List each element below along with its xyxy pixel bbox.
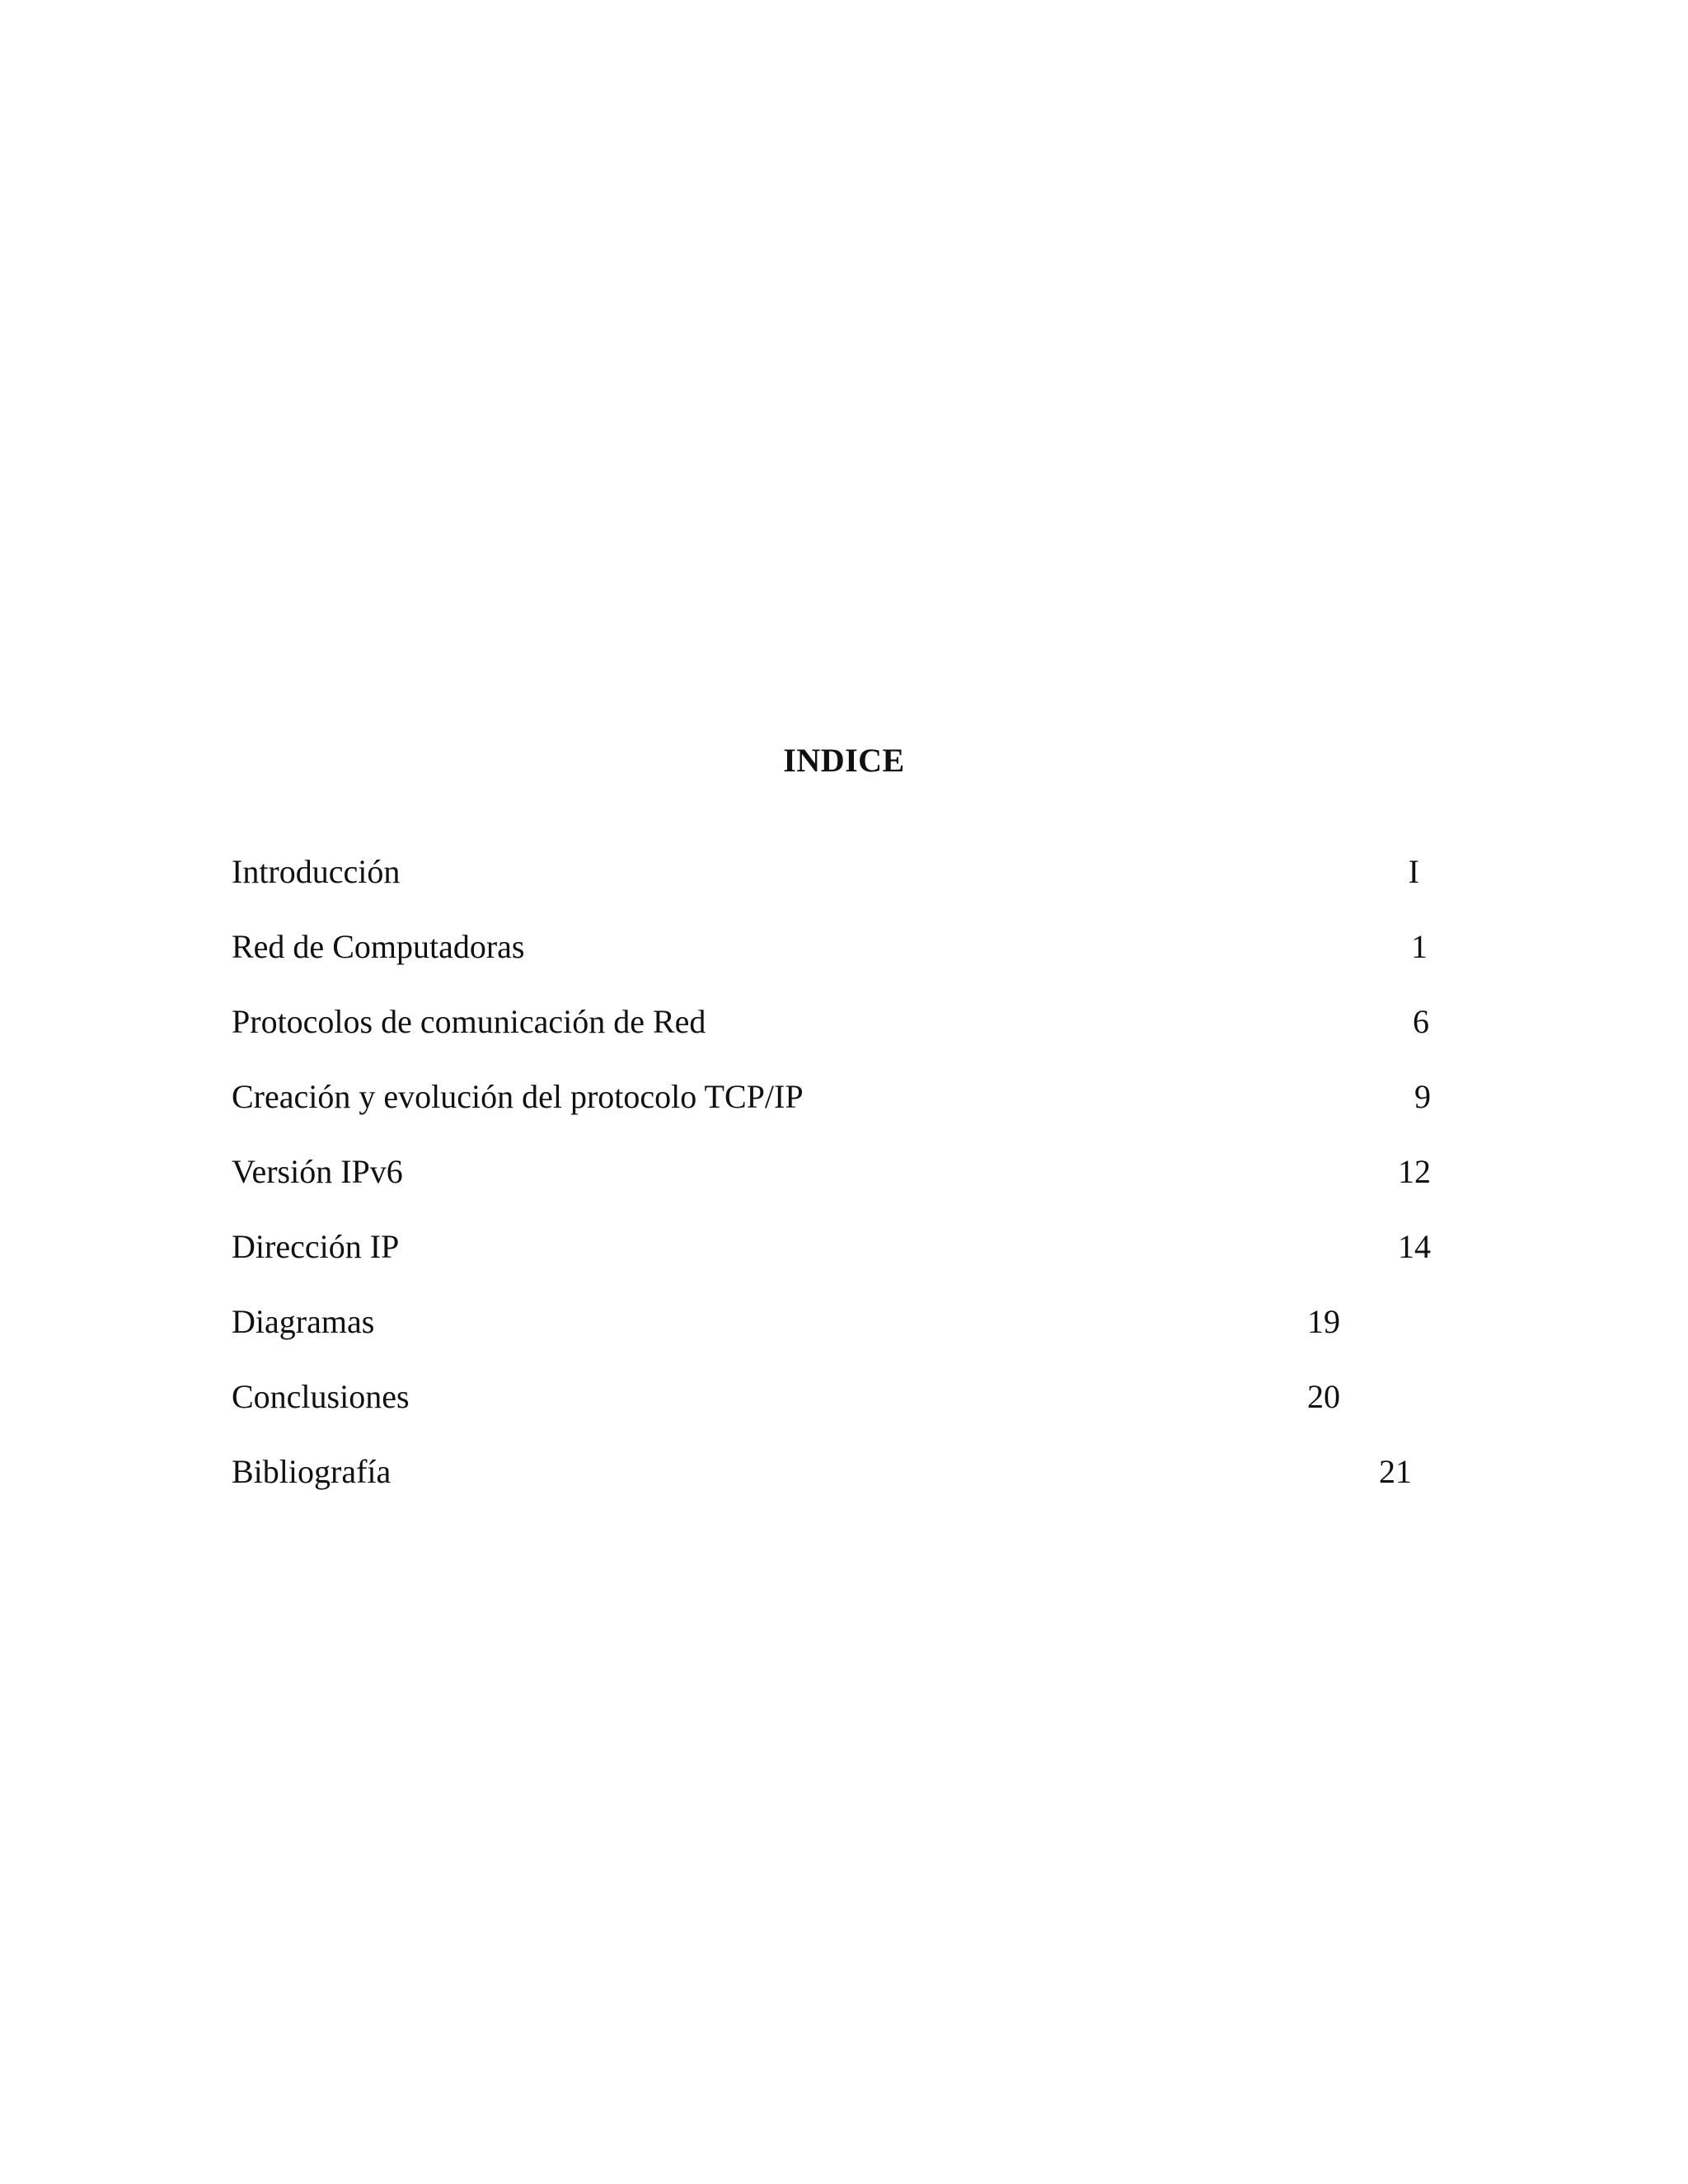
toc-entry-tcp-ip (0, 1072, 1688, 1122)
toc-entry-page: 12 (1398, 1153, 1431, 1190)
toc-entry-page: 14 (1398, 1228, 1431, 1265)
toc-entry-label: Conclusiones (232, 1378, 410, 1415)
toc-entry-page: I (1408, 853, 1419, 890)
toc-entry-page: 9 (1414, 1078, 1431, 1115)
toc-entry-label: Introducción (232, 853, 401, 890)
toc-entry-ipv6 (0, 1147, 1688, 1197)
toc-entry-label: Creación y evolución del protocolo TCP/IP (232, 1078, 804, 1115)
toc-entry-diagramas (0, 1297, 1688, 1347)
toc-entry-page: 6 (1413, 1003, 1429, 1040)
table-of-contents (0, 847, 1688, 1589)
toc-entry-page: 20 (1307, 1378, 1340, 1415)
toc-entry-page: 19 (1307, 1303, 1340, 1340)
toc-entry-page: 21 (1379, 1453, 1412, 1490)
toc-entry-label: Protocolos de comunicación de Red (232, 1003, 706, 1040)
toc-entry-conclusiones (0, 1372, 1688, 1422)
toc-entry-red-de-computadoras (0, 922, 1688, 972)
toc-entry-label: Red de Computadoras (232, 928, 525, 965)
toc-entry-label: Diagramas (232, 1303, 375, 1340)
toc-entry-label: Versión IPv6 (232, 1153, 403, 1190)
toc-entry-introduccion (0, 847, 1688, 897)
toc-entry-protocolos (0, 997, 1688, 1047)
page-title: INDICE (783, 742, 905, 779)
toc-entry-page: 1 (1411, 928, 1428, 965)
toc-entry-direccion-ip (0, 1222, 1688, 1272)
toc-entry-label: Dirección IP (232, 1228, 400, 1265)
toc-entry-bibliografia (0, 1447, 1688, 1497)
toc-entry-label: Bibliografía (232, 1453, 392, 1490)
